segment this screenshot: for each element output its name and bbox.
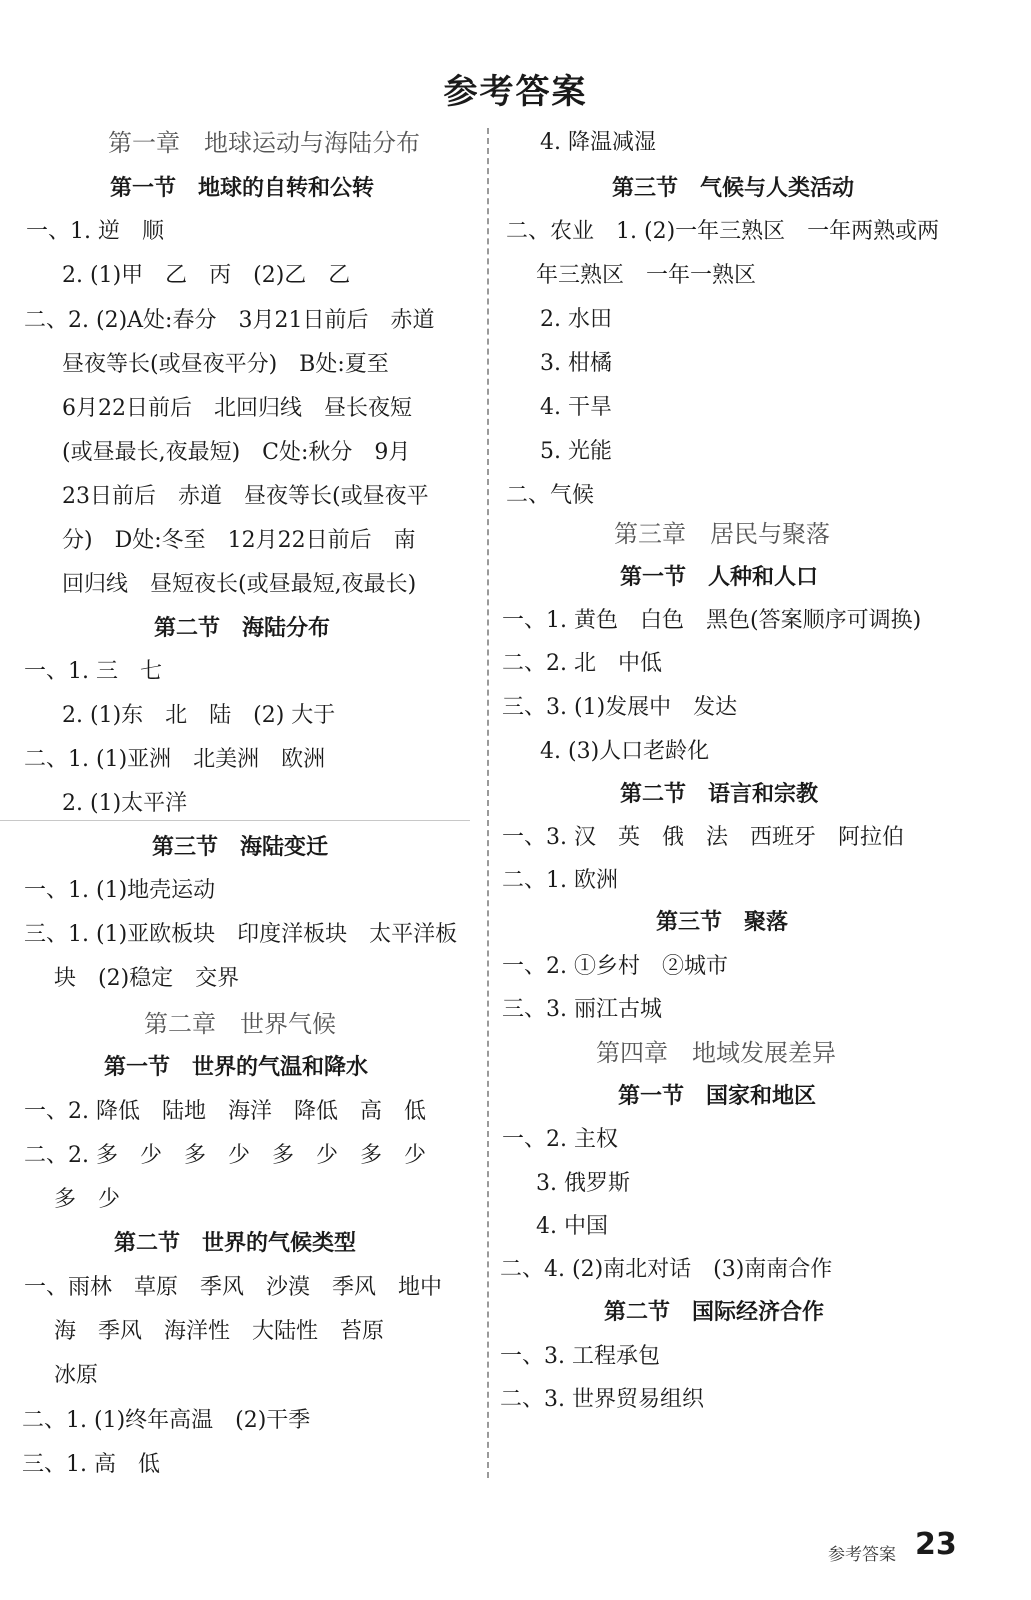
- answer-line: 6月22日前后 北回归线 昼长夜短: [62, 396, 412, 421]
- section-heading: 第一节 世界的气温和降水: [104, 1055, 369, 1080]
- column-divider: [487, 128, 489, 1478]
- answer-line: (或昼最长,夜最短) C处:秋分 9月: [62, 440, 411, 465]
- answer-line: 二、农业 1. (2)一年三熟区 一年两熟或两: [506, 219, 940, 244]
- section-heading: 第二节 语言和宗教: [620, 782, 819, 807]
- answer-line: 3. 俄罗斯: [536, 1171, 630, 1196]
- section-heading: 第三节 聚落: [656, 910, 789, 935]
- answer-line: 年三熟区 一年一熟区: [536, 263, 757, 288]
- answer-line: 一、1. 黄色 白色 黑色(答案顺序可调换): [502, 608, 922, 633]
- section-heading: 第二节 国际经济合作: [604, 1300, 825, 1325]
- answer-line: 一、2. ①乡村 ②城市: [502, 954, 728, 979]
- answer-line: 昼夜等长(或昼夜平分) B处:夏至: [62, 352, 389, 377]
- answer-line: 4. 中国: [536, 1214, 608, 1239]
- section-heading: 第二节 世界的气候类型: [114, 1231, 357, 1256]
- answer-line: 块 (2)稳定 交界: [54, 966, 240, 991]
- chapter-heading: 第三章 居民与聚落: [614, 520, 830, 548]
- section-heading: 第三节 海陆变迁: [152, 835, 329, 860]
- section-heading: 第二节 海陆分布: [154, 616, 331, 641]
- answer-line: 2. (1)甲 乙 丙 (2)乙 乙: [62, 263, 351, 288]
- answer-line: 二、气候: [506, 483, 595, 508]
- answer-line: 三、3. 丽江古城: [502, 997, 662, 1022]
- answer-line: 二、4. (2)南北对话 (3)南南合作: [500, 1257, 833, 1282]
- answer-line: 二、3. 世界贸易组织: [500, 1387, 704, 1412]
- answer-line: 三、1. (1)亚欧板块 印度洋板块 太平洋板: [24, 922, 458, 947]
- answer-line: 3. 柑橘: [540, 351, 612, 376]
- chapter-heading: 第四章 地域发展差异: [596, 1039, 836, 1067]
- page-fold-line: [0, 820, 470, 821]
- page-title: 参考答案: [443, 72, 588, 112]
- section-heading: 第一节 地球的自转和公转: [110, 176, 375, 201]
- answer-line: 5. 光能: [540, 439, 612, 464]
- answer-line: 回归线 昼短夜长(或昼最短,夜最长): [62, 572, 417, 597]
- footer-label: 参考答案: [828, 1545, 896, 1565]
- answer-line: 二、2. (2)A处:春分 3月21日前后 赤道: [24, 308, 435, 333]
- answer-line: 一、1. 逆 顺: [26, 219, 164, 244]
- answer-line: 三、3. (1)发展中 发达: [502, 695, 738, 720]
- answer-line: 三、1. 高 低: [22, 1452, 160, 1477]
- answer-line: 2. 水田: [540, 307, 612, 332]
- chapter-heading: 第二章 世界气候: [144, 1010, 336, 1038]
- answer-line: 一、2. 降低 陆地 海洋 降低 高 低: [24, 1099, 426, 1124]
- answer-line: 一、1. 三 七: [24, 659, 162, 684]
- answer-line: 二、2. 多 少 多 少 多 少 多 少: [24, 1143, 426, 1168]
- answer-line: 4. 干旱: [540, 395, 612, 420]
- answer-line: 分) D处:冬至 12月22日前后 南: [62, 528, 416, 553]
- answer-line: 一、1. (1)地壳运动: [24, 878, 216, 903]
- answer-line: 二、1. 欧洲: [502, 868, 618, 893]
- answer-line: 冰原: [54, 1363, 99, 1388]
- section-heading: 第一节 国家和地区: [618, 1084, 817, 1109]
- answer-line: 二、1. (1)亚洲 北美洲 欧洲: [24, 747, 326, 772]
- answer-line: 2. (1)东 北 陆 (2) 大于: [62, 703, 336, 728]
- answer-line: 4. (3)人口老龄化: [540, 739, 710, 764]
- answer-line: 2. (1)太平洋: [62, 791, 188, 816]
- answer-line: 一、雨林 草原 季风 沙漠 季风 地中: [24, 1275, 443, 1300]
- answer-line: 23日前后 赤道 昼夜等长(或昼夜平: [62, 484, 429, 509]
- chapter-heading: 第一章 地球运动与海陆分布: [108, 129, 420, 157]
- section-heading: 第三节 气候与人类活动: [612, 176, 855, 201]
- answer-line: 一、3. 工程承包: [500, 1344, 660, 1369]
- answer-line: 海 季风 海洋性 大陆性 苔原: [54, 1319, 385, 1344]
- answer-line: 二、1. (1)终年高温 (2)干季: [22, 1408, 311, 1433]
- answer-line: 多 少: [54, 1187, 121, 1212]
- answer-line: 一、2. 主权: [502, 1127, 618, 1152]
- answer-line: 一、3. 汉 英 俄 法 西班牙 阿拉伯: [502, 825, 904, 850]
- page-number: 23: [915, 1527, 957, 1562]
- section-heading: 第一节 人种和人口: [620, 565, 819, 590]
- answer-line: 二、2. 北 中低: [502, 651, 662, 676]
- answer-line: 4. 降温减湿: [540, 130, 656, 155]
